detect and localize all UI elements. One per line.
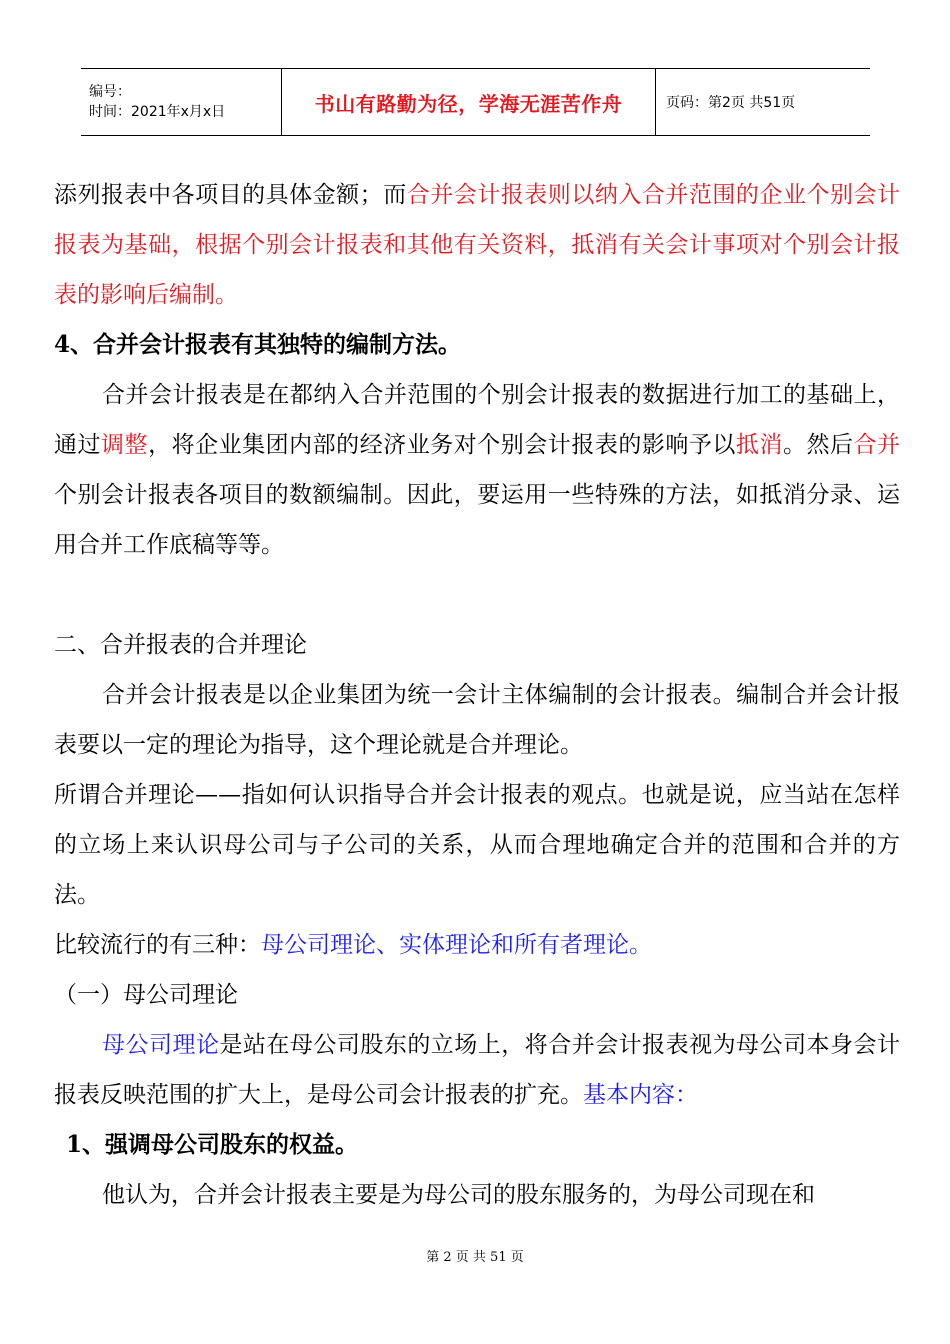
text-span: 合并会计报表是在都纳入合并范围的个别会计报表的数据进行加工的基础上，通过 — [54, 382, 900, 458]
highlight-red: 抵消 — [571, 232, 619, 258]
paragraph-9 — [54, 1020, 900, 1120]
paragraph-5: 合并会计报表是以企业集团为统一会计主体编制的会计报表。编制合并会计报表要以一定的理论为指导，这个理论就是合并理论。 — [54, 682, 900, 758]
text-span: 个别会计报表各项目的数额编制。因此，要运用一些特殊的方法，如抵消分录、运用合并工作底稿等等。 — [54, 482, 900, 558]
time-label: 时间：2021年x月x日 — [89, 104, 226, 120]
header-motto: 书山有路勤为径，学海无涯苦作舟 — [314, 91, 623, 116]
text-span: 。然后 — [782, 432, 854, 458]
text-span: 添列报表中各项目的具体金额；而 — [54, 182, 407, 208]
document-body — [54, 170, 900, 1220]
paragraph-11: 他认为，合并会计报表主要是为母公司的股东服务的，为母公司现在和 — [102, 1182, 815, 1208]
highlight-red: 调整 — [101, 432, 149, 458]
highlight-blue: 基本内容： — [583, 1082, 698, 1108]
section-heading-2: 二、合并报表的合并理论 — [54, 632, 307, 658]
subsection-heading: （一）母公司理论 — [54, 982, 238, 1008]
highlight-red: 抵消 — [735, 432, 783, 458]
text-span: 比较流行的有三种： — [54, 932, 261, 958]
highlight-blue: 母公司理论 — [102, 1032, 220, 1058]
paragraph-heading-4 — [54, 320, 900, 370]
paragraph-7 — [54, 920, 900, 970]
text-span: 是站在母公司股东的立场上，将合并会计报表视为母公司本身会计报表反映范围的扩大上，是母公司会计报表的扩充。 — [54, 1032, 901, 1108]
number-label: 编号： — [89, 84, 131, 100]
page-header — [81, 68, 870, 136]
paragraph-6: 所谓合并理论——指如何认识指导合并会计报表的观点。也就是说，应当站在怎样的立场上来认识母公司与子公司的关系，从而合理地确定合并的范围和合并的方法。 — [54, 782, 900, 908]
spacer — [54, 570, 900, 620]
highlight-red: 合并 — [853, 432, 901, 458]
highlight-blue: 母公司理论、实体理论和所有者理论。 — [261, 932, 652, 958]
paragraph-10 — [54, 1120, 900, 1170]
paragraph-3 — [54, 370, 900, 570]
page-footer: 第 2 页 共 51 页 — [426, 1250, 524, 1265]
header-page-info: 页码：第2页 共51页 — [666, 95, 796, 111]
text-span: ，将企业集团内部的经济业务对个别会计报表的影响予以 — [148, 432, 736, 458]
highlight-red: 合并会计报表则以纳入合并范围的企业个别会计报表为基础，根据个别会计报表和其他有关资料， — [54, 182, 901, 258]
highlight-red: 有关会计事项对个别会计报表的影响后编制。 — [54, 232, 901, 308]
paragraph-1 — [54, 170, 900, 320]
header-motto-cell — [281, 69, 656, 135]
text-span: 4、合并会计报表有其独特的编制方法。 — [54, 331, 462, 358]
header-meta — [81, 69, 281, 135]
text-span: 1、强调母公司股东的权益。 — [66, 1131, 359, 1158]
